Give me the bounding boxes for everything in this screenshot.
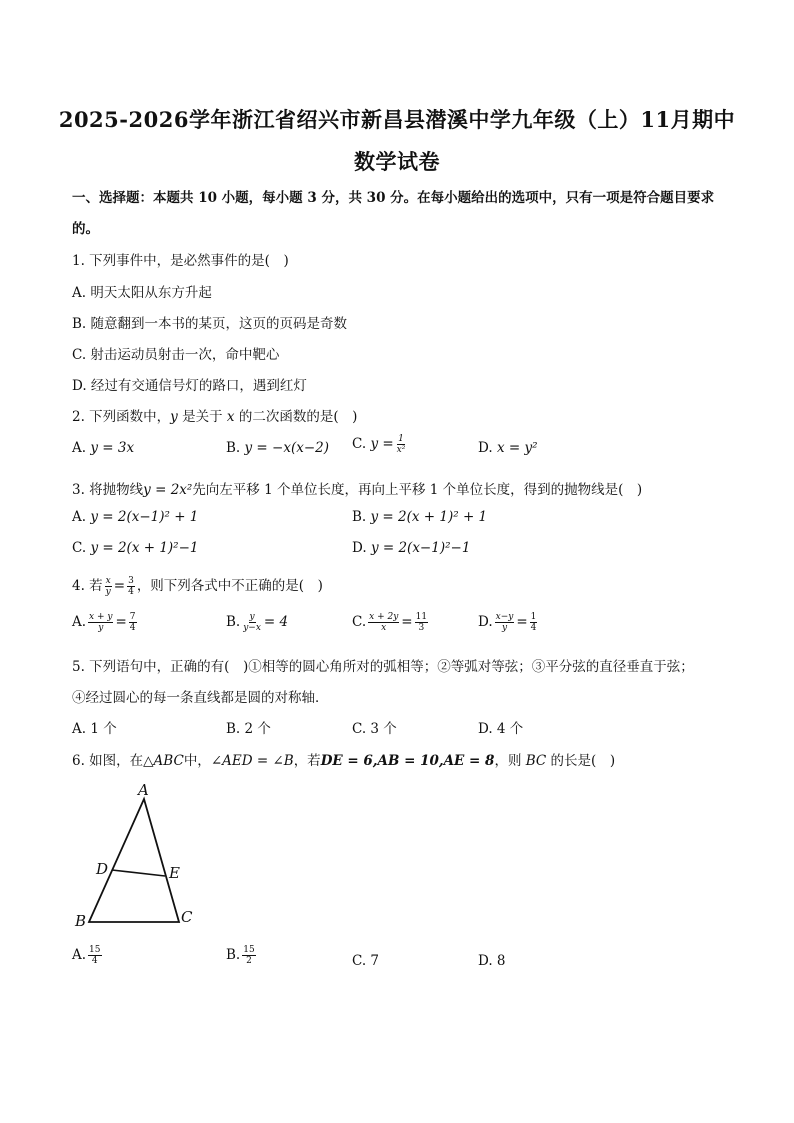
question-6-option-d: D. 8	[478, 953, 506, 969]
option-label: A.	[72, 440, 87, 456]
question-2-option-a	[72, 440, 134, 456]
question-1-option-a: A. 明天太阳从东方升起	[72, 285, 212, 301]
equals-sign: =	[115, 614, 127, 630]
equals-sign: =	[401, 614, 413, 630]
question-2-option-b	[226, 440, 329, 456]
option-expression: y = 2(x−1)²−1	[370, 540, 471, 556]
fraction-denominator: y	[501, 623, 508, 633]
option-label: B.	[226, 947, 241, 963]
q6-stem-mid2: ，若	[293, 753, 321, 769]
fraction-denominator: 4	[91, 956, 98, 966]
option-expression: y =	[370, 436, 394, 452]
question-1-option-d: D. 经过有交通信号灯的路口，遇到红灯	[72, 378, 307, 394]
fraction-denominator: 3	[418, 623, 425, 633]
question-4-stem	[72, 574, 323, 597]
q4-stem-post: ，则下列各式中不正确的是( )	[136, 578, 323, 594]
question-2-stem	[72, 405, 357, 425]
fraction	[88, 945, 101, 966]
option-label: D.	[478, 614, 493, 630]
option-rhs: = 4	[263, 614, 289, 630]
fraction-numerator: x + y	[89, 612, 113, 622]
fraction	[127, 576, 135, 597]
option-label: B.	[226, 440, 241, 456]
question-3-option-a	[72, 509, 198, 525]
fraction-numerator: 3	[128, 576, 134, 586]
question-5-option-d: D. 4 个	[478, 721, 524, 737]
q2-stem-pre: 2. 下列函数中，	[72, 409, 171, 425]
page-subtitle: 数学试卷	[354, 149, 440, 174]
page-title: 2025-2026学年浙江省绍兴市新昌县潜溪中学九年级（上）11月期中	[58, 107, 736, 132]
question-3-stem	[72, 478, 642, 498]
equals-sign: =	[516, 614, 528, 630]
option-label: A.	[72, 509, 87, 525]
option-label: B.	[352, 509, 367, 525]
fraction-numerator: 11	[415, 612, 428, 622]
question-4-option-c	[352, 612, 430, 633]
question-6-option-a	[72, 945, 104, 966]
option-label: C.	[72, 540, 87, 556]
fraction-numerator: x−y	[495, 612, 514, 622]
fraction-denominator: y−x	[243, 623, 261, 633]
fraction-denominator: y	[98, 623, 104, 633]
fraction	[242, 612, 262, 633]
question-1-option-b: B. 随意翻到一本书的某页，这页的页码是奇数	[72, 316, 348, 332]
fraction	[396, 434, 407, 455]
question-6-option-b	[226, 945, 258, 966]
question-6-option-c: C. 7	[352, 953, 380, 969]
fraction	[105, 576, 112, 597]
option-label: B.	[226, 614, 241, 630]
question-4-option-b	[226, 612, 288, 633]
option-label: D.	[352, 540, 367, 556]
fraction	[530, 612, 538, 633]
q3-stem-expr: y = 2x²	[143, 482, 193, 498]
fraction-denominator: y	[105, 587, 111, 597]
question-5-option-c: C. 3 个	[352, 721, 397, 737]
question-5-stem: 5. 下列语句中，正确的有( )①相等的圆心角所对的弧相等；②等弧对等弦；③平分弦的直径垂直于弦；	[72, 659, 694, 675]
q6-stem-post: 的长是( )	[546, 753, 616, 769]
option-expression: y = 2(x−1)² + 1	[90, 509, 199, 525]
question-3-option-d	[352, 540, 470, 556]
fraction	[88, 612, 113, 633]
equals-sign: =	[113, 578, 126, 594]
option-expression: y = 2(x + 1)²−1	[90, 540, 199, 556]
fraction	[415, 612, 428, 633]
q2-stem-mid: 是关于	[177, 409, 227, 425]
option-label: A.	[72, 947, 87, 963]
fraction-numerator: y	[249, 612, 255, 622]
q6-stem-mid3: ，则	[494, 753, 526, 769]
vertex-label-b: B	[75, 912, 87, 930]
fraction	[368, 612, 399, 633]
option-expression: x = y²	[496, 440, 538, 456]
section-heading-cont: 的。	[72, 221, 99, 237]
question-5-stem-cont: ④经过圆心的每一条直线都是圆的对称轴．	[72, 690, 329, 706]
q3-stem-pre: 3. 将抛物线	[72, 482, 144, 498]
question-4-option-a	[72, 612, 139, 633]
question-3-option-b	[352, 509, 487, 525]
question-1-stem: 1. 下列事件中，是必然事件的是( )	[72, 253, 289, 269]
question-2-option-c	[352, 434, 408, 455]
question-5-option-a: A. 1 个	[72, 721, 117, 737]
fraction	[242, 945, 255, 966]
fraction-numerator: 7	[129, 612, 136, 622]
q2-var-x: x	[226, 409, 235, 425]
q6-stem-mid: 中，	[183, 753, 211, 769]
question-3-option-c	[72, 540, 199, 556]
fraction-numerator: 15	[243, 945, 255, 955]
fraction-numerator: 1	[398, 434, 404, 444]
fraction-numerator: x	[105, 576, 111, 586]
fraction-denominator: 4	[530, 623, 537, 633]
question-4-option-d	[478, 612, 539, 633]
q2-var-y: y	[170, 409, 178, 425]
q2-stem-post: 的二次函数的是( )	[234, 409, 358, 425]
fraction	[495, 612, 515, 633]
segment-de	[112, 870, 165, 876]
q3-stem-post: 先向左平移 1 个单位长度，再向上平移 1 个单位长度，得到的抛物线是( )	[192, 482, 643, 498]
fraction	[129, 612, 137, 633]
fraction-numerator: x + 2y	[369, 612, 399, 622]
fraction-numerator: 15	[89, 945, 101, 955]
q6-stem-pre: 6. 如图，在	[72, 753, 144, 769]
vertex-label-c: C	[181, 908, 193, 926]
fraction-denominator: x²	[396, 445, 406, 455]
fraction-numerator: 1	[530, 612, 537, 622]
fraction-denominator: 4	[129, 623, 136, 633]
triangle-figure	[70, 778, 210, 933]
q4-stem-pre: 4. 若	[72, 578, 103, 594]
option-label: A.	[72, 614, 87, 630]
vertex-label-a: A	[138, 781, 149, 799]
q6-given-values: DE = 6,AB = 10,AE = 8	[320, 753, 495, 769]
option-expression: y = 2(x + 1)² + 1	[370, 509, 488, 525]
point-label-d: D	[96, 860, 109, 878]
q6-angle-condition: ∠AED = ∠B	[210, 753, 294, 769]
q6-triangle: △ABC	[143, 753, 184, 769]
section-heading: 一、选择题：本题共 10 小题，每小题 3 分，共 30 分。在每小题给出的选项中，只有一项是符合题目要求	[72, 190, 715, 206]
question-6-stem	[72, 749, 615, 769]
option-label: C.	[352, 436, 367, 452]
point-label-e: E	[169, 864, 180, 882]
question-2-option-d	[478, 440, 537, 456]
option-expression: y = −x(x−2)	[244, 440, 330, 456]
option-label: D.	[478, 440, 493, 456]
fraction-denominator: 4	[128, 587, 134, 597]
question-5-option-b: B. 2 个	[226, 721, 271, 737]
option-label: C.	[352, 614, 367, 630]
option-expression: y = 3x	[90, 440, 135, 456]
fraction-denominator: x	[381, 623, 387, 633]
question-1-option-c: C. 射击运动员射击一次，命中靶心	[72, 347, 280, 363]
q6-segment-bc: BC	[525, 753, 547, 769]
fraction-denominator: 2	[246, 956, 252, 966]
